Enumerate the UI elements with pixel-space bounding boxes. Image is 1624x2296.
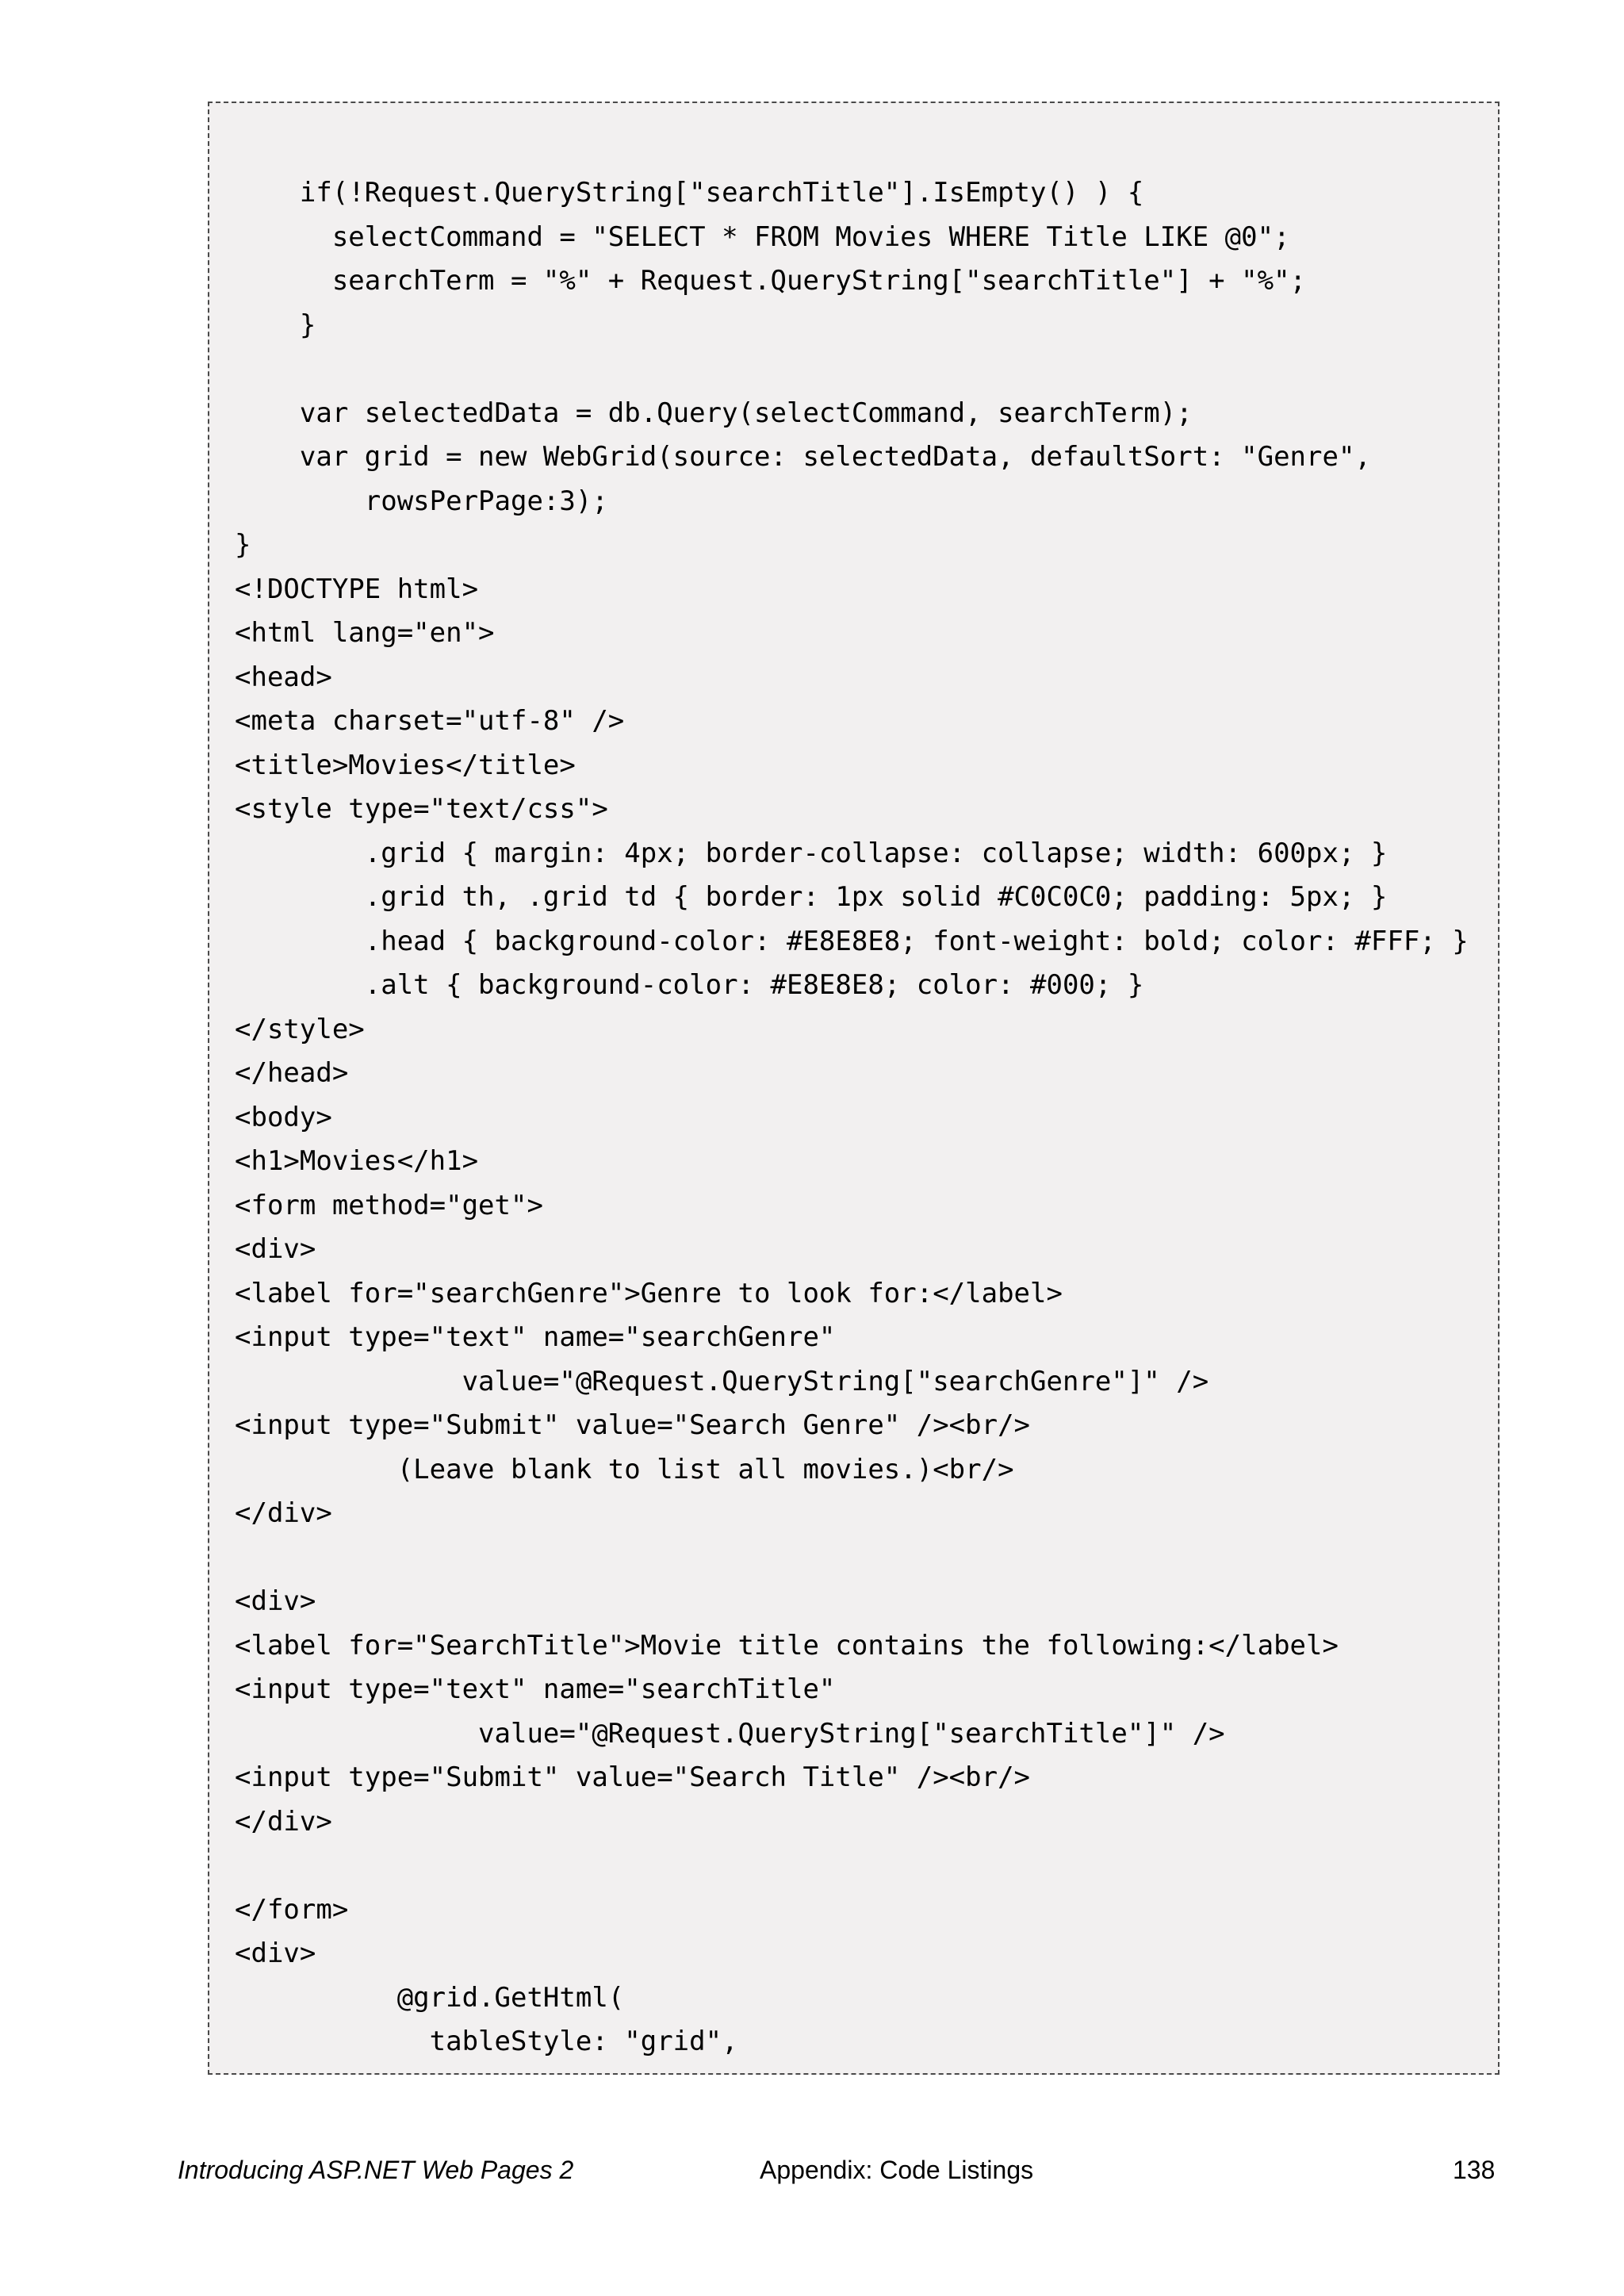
code-line: <input type="Submit" value="Search Title" /><br/>	[235, 1761, 1031, 1793]
code-line: var grid = new WebGrid(source: selectedData, defaultSort: "Genre",	[235, 441, 1371, 473]
code-line: @grid.GetHtml(	[235, 1981, 625, 2014]
code-line: <title>Movies</title>	[235, 749, 576, 781]
code-line: <style type="text/css">	[235, 793, 608, 825]
code-line: selectCommand = "SELECT * FROM Movies WHERE Title LIKE @0";	[235, 220, 1290, 253]
code-line: value="@Request.QueryString["searchGenre"]" />	[235, 1365, 1209, 1397]
code-line: .grid th, .grid td { border: 1px solid #C0C0C0; padding: 5px; }	[235, 881, 1388, 913]
code-line: var selectedData = db.Query(selectCommand, searchTerm);	[235, 397, 1193, 429]
code-line: rowsPerPage:3);	[235, 485, 608, 517]
footer-section-title: Appendix: Code Listings	[760, 2156, 1034, 2184]
code-line	[235, 1536, 1469, 1581]
code-line: <input type="Submit" value="Search Genre" /><br/>	[235, 1409, 1031, 1441]
code-line: </div>	[235, 1805, 332, 1838]
code-line: <div>	[235, 1233, 316, 1265]
code-line: .alt { background-color: #E8E8E8; color: #000; }	[235, 969, 1144, 1001]
code-line: <head>	[235, 661, 332, 693]
code-line: </head>	[235, 1057, 349, 1089]
footer-page-number: 138	[1453, 2156, 1496, 2184]
code-line: (Leave blank to list all movies.)<br/>	[235, 1453, 1014, 1485]
code-line	[235, 1844, 1469, 1888]
code-line: <meta charset="utf-8" />	[235, 705, 625, 737]
code-line: </form>	[235, 1893, 349, 1926]
code-line: }	[235, 529, 251, 561]
code-lines	[235, 171, 1469, 2064]
code-line: </div>	[235, 1497, 332, 1529]
code-line: tableStyle: "grid",	[235, 2026, 738, 2057]
code-line: <label for="searchGenre">Genre to look for:</label>	[235, 1277, 1063, 1309]
code-line: <label for="SearchTitle">Movie title contains the following:</label>	[235, 1629, 1339, 1662]
code-listing-box	[208, 102, 1500, 2075]
footer-book-title: Introducing ASP.NET Web Pages 2	[178, 2156, 574, 2184]
code-line: <html lang="en">	[235, 617, 495, 649]
code-line: <!DOCTYPE html>	[235, 573, 479, 605]
code-line: value="@Request.QueryString["searchTitle"]" />	[235, 1717, 1225, 1750]
code-line: <input type="text" name="searchTitle"	[235, 1673, 836, 1705]
code-line: <h1>Movies</h1>	[235, 1145, 479, 1177]
code-line: }	[235, 309, 316, 341]
code-line: <form method="get">	[235, 1189, 543, 1221]
code-line: <body>	[235, 1101, 332, 1133]
code-line: searchTerm = "%" + Request.QueryString["searchTitle"] + "%";	[235, 265, 1307, 297]
code-line: .head { background-color: #E8E8E8; font-weight: bold; color: #FFF; }	[235, 925, 1469, 957]
code-line: .grid { margin: 4px; border-collapse: collapse; width: 600px; }	[235, 837, 1388, 869]
code-line	[235, 347, 1469, 392]
code-line: </style>	[235, 1013, 365, 1045]
code-line: <input type="text" name="searchGenre"	[235, 1321, 836, 1353]
code-line: if(!Request.QueryString["searchTitle"].IsEmpty() ) {	[235, 177, 1144, 209]
code-line: <div>	[235, 1585, 316, 1617]
code-line: <div>	[235, 1938, 316, 1969]
